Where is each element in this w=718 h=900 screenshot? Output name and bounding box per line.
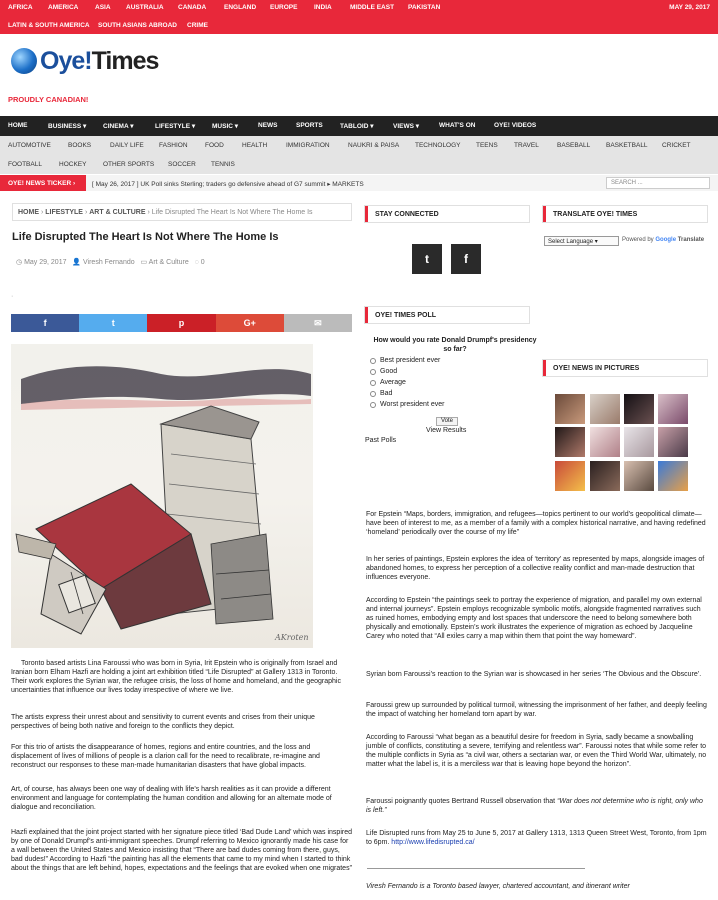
comment-icon: ◌ bbox=[194, 259, 199, 266]
news-thumbnail[interactable] bbox=[658, 394, 688, 424]
article-paragraph: Syrian born Faroussi’s reaction to the Syrian war is showcased in her series ‘The Obvious and the Obscure’. bbox=[366, 671, 702, 678]
poll-option[interactable]: Average bbox=[370, 379, 406, 386]
subnav-books[interactable]: BOOKS bbox=[68, 142, 92, 149]
news-thumbnail[interactable] bbox=[624, 461, 654, 491]
breadcrumb-home[interactable]: HOME bbox=[18, 209, 39, 216]
article-paragraph: According to Epstein “the paintings seek to portray the experience of migration, and parallel my own external and internal journeys”. Epstein employs recognizable symbolic motifs, alongside fragmented narratives such as ruined homes, embodying empty and lost spaces that underscore the need to belong somewhere both physically and emotionally. Epstein’s work illustrates the experience of migration as echoed by Jacqueline Carey who noted that “All exiles carry a map within them that point the way homeward”. bbox=[366, 597, 702, 641]
logo-text: Oye!Times bbox=[40, 46, 159, 75]
region-link-africa[interactable]: AFRICA bbox=[8, 4, 33, 11]
poll-option[interactable]: Bad bbox=[370, 390, 392, 397]
news-thumbnail[interactable] bbox=[555, 427, 585, 457]
subnav-automotive[interactable]: AUTOMOTIVE bbox=[8, 142, 51, 149]
nav-sports[interactable]: SPORTS bbox=[296, 122, 323, 129]
exhibition-link[interactable]: http://www.lifedisrupted.ca/ bbox=[391, 839, 475, 847]
site-tagline: PROUDLY CANADIAN! bbox=[8, 95, 89, 104]
region-link-europe[interactable]: EUROPE bbox=[270, 4, 298, 11]
subnav-baseball[interactable]: BASEBALL bbox=[557, 142, 591, 149]
radio-button[interactable] bbox=[370, 369, 376, 375]
breadcrumb: HOME › LIFESTYLE › ART & CULTURE › Life Disrupted The Heart Is Not Where The Home Is bbox=[12, 203, 352, 221]
bullet-dot: · bbox=[11, 293, 14, 300]
subnav-daily-life[interactable]: DAILY LIFE bbox=[110, 142, 144, 149]
user-icon: 👤 bbox=[72, 259, 82, 266]
ruined-house-painting bbox=[11, 344, 313, 648]
search-input[interactable]: SEARCH ... bbox=[606, 177, 710, 189]
subnav-soccer[interactable]: SOCCER bbox=[168, 161, 196, 168]
nav-cinema[interactable]: CINEMA ▾ bbox=[103, 123, 134, 130]
news-thumbnail[interactable] bbox=[590, 461, 620, 491]
subnav-technology[interactable]: TECHNOLOGY bbox=[415, 142, 461, 149]
article-paragraph: Life Disrupted runs from May 25 to June 5, 2017 at Gallery 1313, 1313 Queen Street West, Toronto, from 1pm to 6pm. http://www.lifedisrupted.ca/ bbox=[366, 830, 707, 847]
breadcrumb-current: Life Disrupted The Heart Is Not Where The Home Is bbox=[151, 209, 313, 216]
region-link-pakistan[interactable]: PAKISTAN bbox=[408, 4, 441, 11]
news-thumbnail[interactable] bbox=[624, 427, 654, 457]
news-ticker bbox=[0, 175, 718, 191]
article-paragraph: For this trio of artists the disappearance of homes, regions and entire countries, and the loss and displacement of lives of millions of people is a clarion call for the need to recalibrate, re-imagine and reconstruct our responses to these man-made humanitarian disasters that have global impacts. bbox=[11, 744, 320, 770]
view-results-link[interactable]: View Results bbox=[426, 427, 467, 434]
facebook-follow-button[interactable]: f bbox=[451, 244, 481, 274]
article-category[interactable]: Art & Culture bbox=[148, 259, 189, 266]
news-thumbnail[interactable] bbox=[555, 394, 585, 424]
article-painting bbox=[11, 344, 313, 648]
region-link-south-asians[interactable]: SOUTH ASIANS ABROAD bbox=[98, 22, 177, 29]
region-link-canada[interactable]: CANADA bbox=[178, 4, 207, 11]
site-logo[interactable] bbox=[11, 45, 158, 77]
subnav-immigration[interactable]: IMMIGRATION bbox=[286, 142, 330, 149]
stay-connected-header: STAY CONNECTED bbox=[364, 205, 530, 223]
news-thumbnail[interactable] bbox=[658, 427, 688, 457]
past-polls-link[interactable]: Past Polls bbox=[365, 437, 397, 444]
region-link-crime[interactable]: CRIME bbox=[187, 22, 208, 29]
subnav-football[interactable]: FOOTBALL bbox=[8, 161, 42, 168]
radio-button[interactable] bbox=[370, 402, 376, 408]
radio-button[interactable] bbox=[370, 380, 376, 386]
region-link-middle-east[interactable]: MIDDLE EAST bbox=[350, 4, 395, 11]
breadcrumb-art-culture[interactable]: ART & CULTURE bbox=[89, 209, 146, 216]
region-link-england[interactable]: ENGLAND bbox=[224, 4, 257, 11]
poll-header: OYE! TIMES POLL bbox=[364, 306, 530, 324]
radio-button[interactable] bbox=[370, 391, 376, 397]
article-paragraph: According to Faroussi “what began as a beautiful desire for freedom in Syria, sadly became a snowballing jumble of conflicts, constituting a severe, terrifying and relentless war”. Faroussi notes that while some refer to the multiple conflicts in Syria as “a civil war, others a sectarian war, or even the Third World War, ultimately, no matter what the label is, it is a merciless war that is leaving hope beyond the horizon”. bbox=[366, 734, 707, 769]
article-date: May 29, 2017 bbox=[24, 259, 67, 266]
ticker-headline[interactable]: [ May 26, 2017 ] UK Poll sinks Sterling; traders go defensive ahead of G7 summit ▸ MARKETS bbox=[92, 181, 364, 188]
breadcrumb-lifestyle[interactable]: LIFESTYLE bbox=[45, 209, 83, 216]
article-paragraph: For Epstein “Maps, borders, immigration, and refugees—topics pertinent to our world’s geopolitical climate—have been of interest to me, as a member of a family with a complex historical narrative, and having redefined ‘homeland’ periodically over the course of my life” bbox=[366, 511, 706, 537]
subnav-travel[interactable]: TRAVEL bbox=[514, 142, 539, 149]
ticker-label: OYE! NEWS TICKER › bbox=[0, 175, 86, 191]
article-paragraph: Faroussi grew up surrounded by political turmoil, witnessing the imprisonment of her father, and deeply feeling the impact of watching her homeland torn apart by war. bbox=[366, 702, 707, 719]
nav-music[interactable]: MUSIC ▾ bbox=[212, 123, 239, 130]
nav-views[interactable]: VIEWS ▾ bbox=[393, 123, 420, 130]
article-paragraph: In her series of paintings, Epstein explores the idea of ‘territory’ as represented by maps, alongside images of abandoned homes, to express her perception of a collective reality conflict and man-made destruction that influences everyone. bbox=[366, 556, 705, 582]
subnav-basketball[interactable]: BASKETBALL bbox=[606, 142, 648, 149]
article-paragraph: Faroussi poignantly quotes Bertrand Russell observation that “War does not determine who is right, only who is left.” bbox=[366, 798, 703, 815]
twitter-follow-button[interactable]: t bbox=[412, 244, 442, 274]
clock-icon: ◷ bbox=[16, 259, 23, 266]
russell-quote: “War does not determine who is right, only who is left.” bbox=[366, 798, 703, 815]
subnav-hockey[interactable]: HOCKEY bbox=[59, 161, 87, 168]
news-thumbnail[interactable] bbox=[590, 394, 620, 424]
article-meta bbox=[16, 258, 205, 266]
radio-button[interactable] bbox=[370, 358, 376, 364]
region-link-australia[interactable]: AUSTRALIA bbox=[126, 4, 164, 11]
subnav-cricket[interactable]: CRICKET bbox=[662, 142, 691, 149]
poll-option[interactable]: Worst president ever bbox=[370, 401, 444, 408]
nav-whats-on[interactable]: WHAT'S ON bbox=[439, 122, 476, 129]
pinterest-share-button[interactable]: p bbox=[147, 314, 215, 332]
nav-lifestyle[interactable]: LIFESTYLE ▾ bbox=[155, 123, 196, 130]
divider bbox=[367, 868, 585, 869]
region-link-america[interactable]: AMERICA bbox=[48, 4, 79, 11]
poll-option[interactable]: Good bbox=[370, 368, 397, 375]
folder-icon: ▭ bbox=[140, 259, 148, 266]
page-title: Life Disrupted The Heart Is Not Where The Home Is bbox=[12, 231, 279, 243]
share-bar bbox=[11, 314, 352, 332]
region-link-latin-america[interactable]: LATIN & SOUTH AMERICA bbox=[8, 22, 90, 29]
facebook-share-button[interactable]: f bbox=[11, 314, 79, 332]
subnav-tennis[interactable]: TENNIS bbox=[211, 161, 235, 168]
gplus-share-button[interactable]: G+ bbox=[216, 314, 284, 332]
subnav-teens[interactable]: TEENS bbox=[476, 142, 498, 149]
poll-question: How would you rate Donald Drumpf's presidency so far? bbox=[373, 337, 537, 354]
nav-home[interactable]: HOME bbox=[8, 122, 28, 129]
subnav-health[interactable]: HEALTH bbox=[242, 142, 268, 149]
author-bio: Viresh Fernando is a Toronto based lawyer, chartered accountant, and itinerant writer bbox=[366, 883, 630, 890]
news-thumbnail[interactable] bbox=[590, 427, 620, 457]
google-logo: Google bbox=[655, 237, 677, 243]
subnav-food[interactable]: FOOD bbox=[205, 142, 224, 149]
nav-tabloid[interactable]: TABLOID ▾ bbox=[340, 123, 374, 130]
translate-header: TRANSLATE OYE! TIMES bbox=[542, 205, 708, 223]
pictures-header: OYE! NEWS IN PICTURES bbox=[542, 359, 708, 377]
globe-icon bbox=[11, 48, 37, 74]
poll-option[interactable]: Best president ever bbox=[370, 357, 440, 364]
article-paragraph: Hazfi explained that the joint project started with her signature piece titled ‘Bad Dude Land’ which was inspired by one of Donald Drumpf’s anti-immigrant speeches. Drumpf referring to Mexico ignorantly made his case for a wall between the United States and Mexico insisting that “There are bad dudes coming from there, guys, bad dudes!” According to Hazfi “the painting has all the elements that came to my mind when I started to think about the things that are left behind, hopes, expectations and the feelings that are evoked when one migrates” bbox=[11, 829, 352, 873]
region-link-india[interactable]: INDIA bbox=[314, 4, 332, 11]
main-nav bbox=[0, 116, 718, 136]
subnav-other-sports[interactable]: OTHER SPORTS bbox=[103, 161, 155, 168]
top-region-bar bbox=[0, 0, 718, 34]
news-thumbnail[interactable] bbox=[658, 461, 688, 491]
google-translate-credit: Powered by Google Translate bbox=[622, 237, 705, 243]
painting-signature: AKroten bbox=[275, 633, 309, 642]
nav-business[interactable]: BUSINESS ▾ bbox=[48, 123, 87, 130]
nav-news[interactable]: NEWS bbox=[258, 122, 278, 129]
article-author[interactable]: Viresh Fernando bbox=[83, 259, 135, 266]
article-paragraph: Art, of course, has always been one way of dealing with life’s harsh realities as it can provide a different environment and language for contemplating the human condition and allowing for an alternate mode of dialogue and reconciliation. bbox=[11, 786, 332, 812]
nav-oye-videos[interactable]: OYE! VIDEOS bbox=[494, 122, 537, 129]
language-select[interactable]: Select Language ▾ bbox=[544, 236, 619, 246]
email-share-button[interactable]: ✉ bbox=[284, 314, 352, 332]
comment-count[interactable]: 0 bbox=[200, 259, 205, 266]
news-thumbnail[interactable] bbox=[555, 461, 585, 491]
article-paragraph: Toronto based artists Lina Faroussi who was born in Syria, Irit Epstein who is originally from Israel and Iranian born Elham Hazfi are holding a joint art exhibition titled “Life Disrupted” at Gallery 1313 in Toronto. Their work explores the Syrian war, the refugee crisis, the loss of home and homeland, and the geographic uncertainties that influence our lives today irrespective of where we live. bbox=[11, 660, 341, 695]
sub-nav bbox=[0, 136, 718, 174]
news-thumbnail[interactable] bbox=[624, 394, 654, 424]
vote-button[interactable]: Vote bbox=[436, 417, 458, 426]
current-date: MAY 29, 2017 bbox=[669, 4, 710, 11]
region-link-asia[interactable]: ASIA bbox=[95, 4, 111, 11]
subnav-fashion[interactable]: FASHION bbox=[159, 142, 188, 149]
twitter-share-button[interactable]: t bbox=[79, 314, 147, 332]
article-paragraph: The artists express their unrest about and sensitivity to current events and crises from their unique perspectives of being both native and foreign to the conflicts they depict. bbox=[11, 714, 315, 731]
subnav-naukri[interactable]: NAUKRI & PAISA bbox=[348, 142, 400, 149]
